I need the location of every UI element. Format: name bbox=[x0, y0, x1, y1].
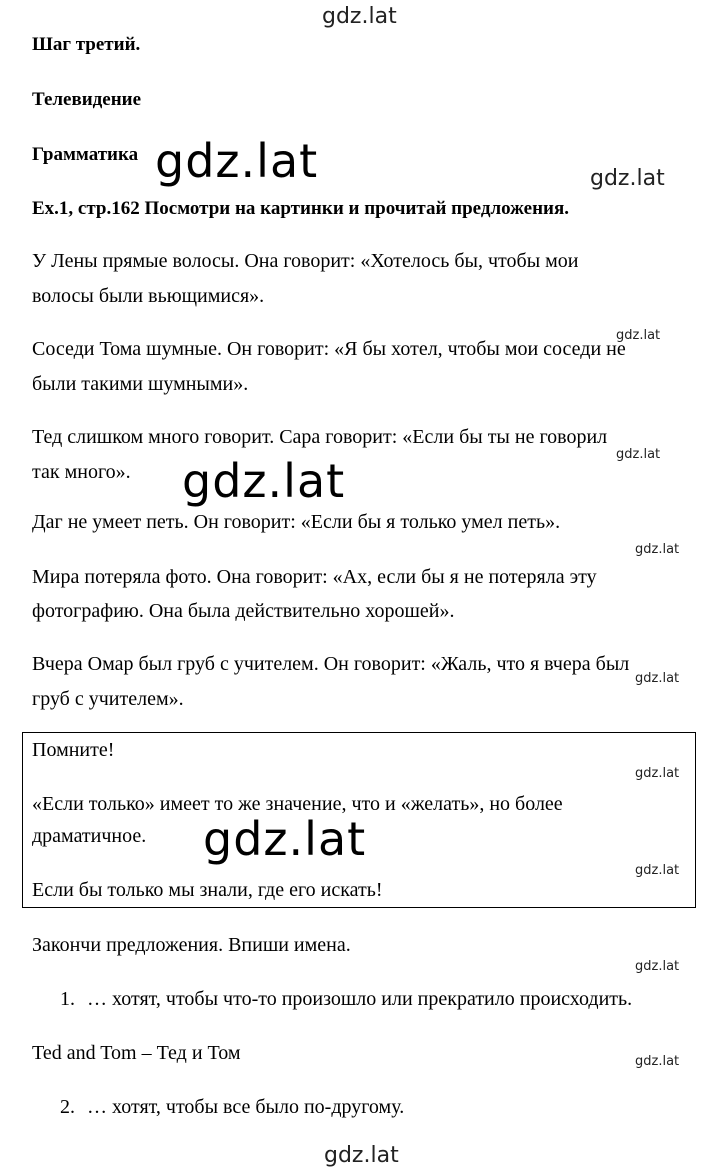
watermark-text: gdz.lat bbox=[616, 447, 661, 462]
sentence-line: Тед слишком много говорит. Сара говорит: «Если бы ты не говорил bbox=[32, 426, 608, 448]
item-number: 2. bbox=[60, 1096, 75, 1118]
item-number: 1. bbox=[60, 988, 75, 1010]
sentence-line: фотографию. Она была действительно хорошей». bbox=[32, 600, 455, 622]
watermark-text: gdz.lat bbox=[635, 863, 680, 878]
item-text: … хотят, чтобы все было по-другому. bbox=[87, 1096, 405, 1118]
watermark-text: gdz.lat bbox=[322, 4, 397, 29]
exercise-title: Ex.1, стр.162 Посмотри на картинки и прочитай предложения. bbox=[32, 198, 570, 219]
sentence-line: Соседи Тома шумные. Он говорит: «Я бы хотел, чтобы мои соседи не bbox=[32, 338, 626, 360]
sentence-line: так много». bbox=[32, 461, 131, 483]
task-instruction: Закончи предложения. Впиши имена. bbox=[32, 934, 351, 956]
watermark-text: gdz.lat bbox=[635, 542, 680, 557]
watermark-text: gdz.lat bbox=[324, 1143, 399, 1168]
remember-line: драматичное. bbox=[32, 825, 147, 847]
answer-text: Ted and Tom – Тед и Том bbox=[32, 1042, 241, 1064]
topic-heading: Телевидение bbox=[32, 89, 142, 110]
sentence-line: Вчера Омар был груб с учителем. Он говорит: «Жаль, что я вчера был bbox=[32, 653, 630, 675]
remember-title: Помните! bbox=[32, 739, 115, 761]
sentence-line: Даг не умеет петь. Он говорит: «Если бы я только умел петь». bbox=[32, 511, 561, 533]
remember-line: «Если только» имеет то же значение, что и «желать», но более bbox=[32, 793, 563, 815]
watermark-text: gdz.lat bbox=[635, 959, 680, 974]
watermark-text: gdz.lat bbox=[590, 166, 665, 191]
sentence-line: волосы были вьющимися». bbox=[32, 285, 265, 307]
sentence-line: Мира потеряла фото. Она говорит: «Ах, если бы я не потеряла эту bbox=[32, 566, 597, 588]
watermark-text: gdz.lat bbox=[616, 328, 661, 343]
sentence-line: У Лены прямые волосы. Она говорит: «Хотелось бы, чтобы мои bbox=[32, 250, 579, 272]
sentence-line: груб с учителем». bbox=[32, 688, 184, 710]
item-text: … хотят, чтобы что-то произошло или прекратило происходить. bbox=[87, 988, 633, 1010]
watermark-text: gdz.lat bbox=[203, 812, 367, 866]
watermark-text: gdz.lat bbox=[182, 454, 346, 508]
sentence-line: были такими шумными». bbox=[32, 373, 249, 395]
step-heading: Шаг третий. bbox=[32, 34, 141, 55]
remember-example: Если бы только мы знали, где его искать! bbox=[32, 879, 383, 901]
watermark-text: gdz.lat bbox=[635, 671, 680, 686]
section-heading: Грамматика bbox=[32, 144, 139, 165]
watermark-text: gdz.lat bbox=[635, 766, 680, 781]
watermark-text: gdz.lat bbox=[155, 134, 319, 188]
watermark-text: gdz.lat bbox=[635, 1054, 680, 1069]
